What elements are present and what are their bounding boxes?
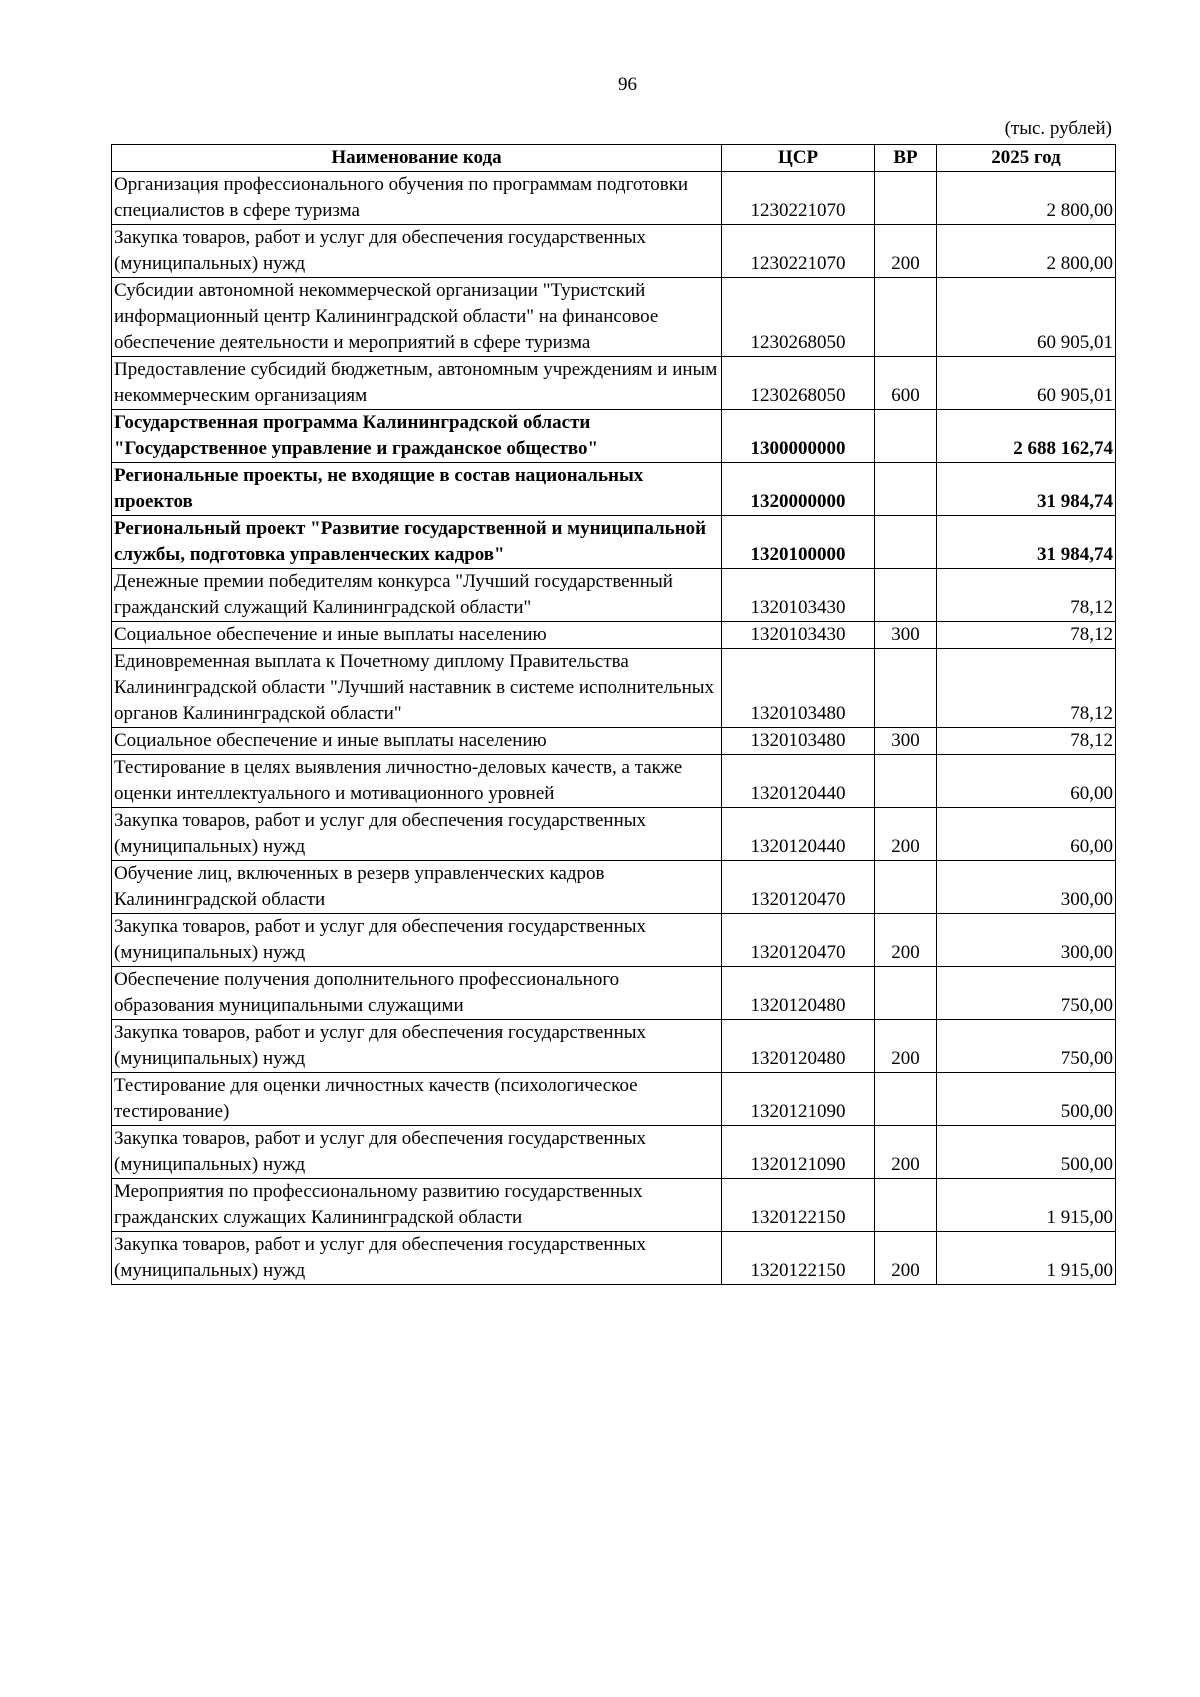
table-row [112,728,1116,755]
row-amount: 300,00 [937,861,1116,914]
table-row [112,861,1116,914]
row-vr: 300 [875,728,937,755]
row-vr [875,463,937,516]
row-vr: 200 [875,225,937,278]
row-name: Обучение лиц, включенных в резерв управленческих кадров Калининградской области [112,861,722,914]
row-name: Закупка товаров, работ и услуг для обеспечения государственных (муниципальных) нужд [112,225,722,278]
table-header-row [112,145,1116,172]
row-amount: 1 915,00 [937,1179,1116,1232]
table-row [112,1020,1116,1073]
row-csr: 1320122150 [722,1232,875,1285]
row-name: Закупка товаров, работ и услуг для обеспечения государственных (муниципальных) нужд [112,808,722,861]
row-csr: 1320103480 [722,649,875,728]
row-amount: 2 800,00 [937,225,1116,278]
row-vr [875,861,937,914]
row-csr: 1320122150 [722,1179,875,1232]
row-amount: 60 905,01 [937,357,1116,410]
row-name: Обеспечение получения дополнительного профессионального образования муниципальными служащими [112,967,722,1020]
row-amount: 750,00 [937,1020,1116,1073]
table-row [112,278,1116,357]
row-amount: 31 984,74 [937,463,1116,516]
row-amount: 78,12 [937,728,1116,755]
row-name: Региональный проект "Развитие государственной и муниципальной службы, подготовка управленческих кадров" [112,516,722,569]
row-csr: 1320103430 [722,622,875,649]
row-name: Закупка товаров, работ и услуг для обеспечения государственных (муниципальных) нужд [112,1126,722,1179]
row-csr: 1320103430 [722,569,875,622]
row-vr: 200 [875,808,937,861]
row-amount: 78,12 [937,622,1116,649]
row-amount: 500,00 [937,1126,1116,1179]
row-csr: 1320121090 [722,1073,875,1126]
row-name: Закупка товаров, работ и услуг для обеспечения государственных (муниципальных) нужд [112,914,722,967]
table-row [112,225,1116,278]
row-vr [875,172,937,225]
row-vr [875,755,937,808]
table-row [112,357,1116,410]
row-amount: 500,00 [937,1073,1116,1126]
table-row [112,1179,1116,1232]
units-label: (тыс. рублей) [1004,118,1112,139]
row-name: Предоставление субсидий бюджетным, автономным учреждениям и иным некоммерческим организациям [112,357,722,410]
row-amount: 60,00 [937,755,1116,808]
header-name: Наименование кода [112,145,722,172]
row-amount: 60 905,01 [937,278,1116,357]
table-row [112,172,1116,225]
table-row [112,967,1116,1020]
row-csr: 1320120440 [722,755,875,808]
table-row [112,914,1116,967]
row-name: Тестирование в целях выявления личностно-деловых качеств, а также оценки интеллектуального и мотивационного уровней [112,755,722,808]
row-csr: 1230221070 [722,172,875,225]
budget-table [111,144,1116,1285]
row-vr: 200 [875,1126,937,1179]
row-csr: 1320100000 [722,516,875,569]
row-vr [875,278,937,357]
row-csr: 1230221070 [722,225,875,278]
row-csr: 1320120480 [722,967,875,1020]
row-amount: 1 915,00 [937,1232,1116,1285]
row-vr: 200 [875,1020,937,1073]
row-csr: 1300000000 [722,410,875,463]
row-vr [875,1179,937,1232]
table-row [112,622,1116,649]
row-vr [875,516,937,569]
row-name: Мероприятия по профессиональному развитию государственных гражданских служащих Калининградской области [112,1179,722,1232]
row-vr: 300 [875,622,937,649]
row-name: Региональные проекты, не входящие в состав национальных проектов [112,463,722,516]
row-csr: 1320000000 [722,463,875,516]
row-amount: 2 800,00 [937,172,1116,225]
row-csr: 1320120470 [722,914,875,967]
row-vr [875,569,937,622]
table-row [112,649,1116,728]
table-row [112,516,1116,569]
table-row [112,463,1116,516]
row-csr: 1320120480 [722,1020,875,1073]
row-name: Субсидии автономной некоммерческой организации "Туристский информационный центр Калининградской области" на финансовое обеспечение деятельности и мероприятий в сфере туризма [112,278,722,357]
row-csr: 1230268050 [722,278,875,357]
row-name: Тестирование для оценки личностных качеств (психологическое тестирование) [112,1073,722,1126]
header-csr: ЦСР [722,145,875,172]
row-vr: 600 [875,357,937,410]
row-amount: 78,12 [937,569,1116,622]
row-name: Единовременная выплата к Почетному диплому Правительства Калининградской области "Лучший наставник в системе исполнительных органов Калининградской области" [112,649,722,728]
row-name: Денежные премии победителям конкурса "Лучший государственный гражданский служащий Калининградской области" [112,569,722,622]
row-name: Социальное обеспечение и иные выплаты населению [112,728,722,755]
row-amount: 2 688 162,74 [937,410,1116,463]
table-body [112,172,1116,1285]
row-name: Социальное обеспечение и иные выплаты населению [112,622,722,649]
table-row [112,1232,1116,1285]
header-year: 2025 год [937,145,1116,172]
row-vr [875,1073,937,1126]
row-vr [875,967,937,1020]
row-vr: 200 [875,1232,937,1285]
row-vr: 200 [875,914,937,967]
header-vr: ВР [875,145,937,172]
row-amount: 78,12 [937,649,1116,728]
row-name: Организация профессионального обучения по программам подготовки специалистов в сфере туризма [112,172,722,225]
row-amount: 750,00 [937,967,1116,1020]
row-amount: 300,00 [937,914,1116,967]
row-amount: 60,00 [937,808,1116,861]
row-vr [875,649,937,728]
row-name: Закупка товаров, работ и услуг для обеспечения государственных (муниципальных) нужд [112,1232,722,1285]
table-row [112,1126,1116,1179]
table-row [112,569,1116,622]
table-row [112,808,1116,861]
row-csr: 1320121090 [722,1126,875,1179]
page-number: 96 [618,74,637,95]
table-row [112,1073,1116,1126]
row-amount: 31 984,74 [937,516,1116,569]
row-name: Государственная программа Калининградской области "Государственное управление и гражданское общество" [112,410,722,463]
row-csr: 1320120440 [722,808,875,861]
row-csr: 1230268050 [722,357,875,410]
row-name: Закупка товаров, работ и услуг для обеспечения государственных (муниципальных) нужд [112,1020,722,1073]
row-vr [875,410,937,463]
row-csr: 1320120470 [722,861,875,914]
table-row [112,755,1116,808]
table-row [112,410,1116,463]
row-csr: 1320103480 [722,728,875,755]
